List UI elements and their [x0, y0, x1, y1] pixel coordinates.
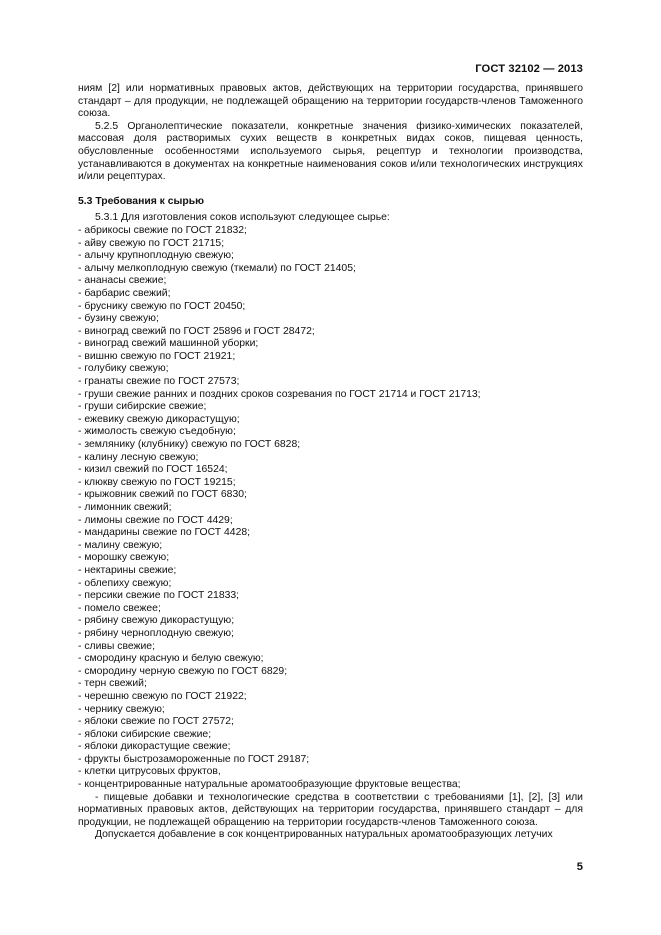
list-item: - жимолость свежую съедобную;: [78, 426, 236, 438]
list-item: - терн свежий;: [78, 678, 147, 690]
list-item: - клетки цитрусовых фруктов,: [78, 766, 221, 778]
list-item: - груши сибирские свежие;: [78, 401, 207, 413]
section-spacer: [78, 184, 583, 196]
page-number: 5: [576, 861, 583, 873]
list-item: - алычу мелкоплодную свежую (ткемали) по ГОСТ 21405;: [78, 262, 356, 274]
list-item: - облепиху свежую;: [78, 577, 172, 589]
list-item: - клюкву свежую по ГОСТ 19215;: [78, 476, 236, 488]
paragraph-5-2-5: 5.2.5 Органолептические показатели, конкретные значения физико-химических показателей, массовая доля растворимых сухих веществ в конкретных видах соков, пищевая ценность, обусловленные особенностями используемого сырья, рецептур и технологии производства, устанавливаются в документах на конкретные наименования соков и/или технологических инструкциях и/или рецептурах.: [78, 120, 583, 183]
list-item: - кизил свежий по ГОСТ 16524;: [78, 464, 228, 476]
list-item: - мандарины свежие по ГОСТ 4428;: [78, 527, 251, 539]
list-item: - голубику свежую;: [78, 363, 169, 375]
paragraph-permitted-addition: Допускается добавление в сок концентрированных натуральных ароматообразующих летучих: [95, 829, 553, 841]
list-item: - яблоки дикорастущие свежие;: [78, 741, 231, 753]
list-item: - калину лесную свежую;: [78, 451, 199, 463]
list-item: - чернику свежую;: [78, 703, 165, 715]
list-item: - смородину красную и белую свежую;: [78, 653, 264, 665]
list-item: - лимоны свежие по ГОСТ 4429;: [78, 514, 233, 526]
paragraph-5-3-1-intro: 5.3.1 Для изготовления соков используют следующее сырье:: [95, 212, 390, 224]
list-item: - гранаты свежие по ГОСТ 27573;: [78, 376, 240, 388]
list-item: - айву свежую по ГОСТ 21715;: [78, 237, 225, 249]
list-item: - фрукты быстрозамороженные по ГОСТ 29187;: [78, 753, 310, 765]
list-item: - концентрированные натуральные ароматообразующие фруктовые вещества;: [78, 779, 461, 791]
list-item: - малину свежую;: [78, 539, 163, 551]
list-item: - бруснику свежую по ГОСТ 20450;: [78, 300, 246, 312]
list-item: - алычу крупноплодную свежую;: [78, 250, 234, 262]
list-item: - черешню свежую по ГОСТ 21922;: [78, 690, 247, 702]
list-item: - виноград свежий машинной уборки;: [78, 338, 259, 350]
list-item: - ананасы свежие;: [78, 275, 167, 287]
document-body: [78, 83, 583, 842]
document-header-id: ГОСТ 32102 — 2013: [475, 63, 583, 75]
list-item: - нектарины свежие;: [78, 564, 177, 576]
list-item: - рябину черноплодную свежую;: [78, 627, 234, 639]
list-item: - сливы свежие;: [78, 640, 155, 652]
list-item: - персики свежие по ГОСТ 21833;: [78, 590, 240, 602]
list-item: - яблоки сибирские свежие;: [78, 728, 212, 740]
list-item: - рябину свежую дикорастущую;: [78, 615, 235, 627]
list-item: - помело свежее;: [78, 602, 161, 614]
list-item: - яблоки свежие по ГОСТ 27572;: [78, 716, 234, 728]
list-item: - крыжовник свежий по ГОСТ 6830;: [78, 489, 247, 501]
list-item: - абрикосы свежие по ГОСТ 21832;: [78, 224, 247, 236]
continuation-paragraph: ниям [2] или нормативных правовых актов, действующих на территории государства, принявшего стандарт – для продукции, не подлежащей обращению на территории государств-членов Таможенного союза.: [78, 83, 583, 120]
raw-materials-list: [78, 225, 583, 792]
list-item: - бузину свежую;: [78, 313, 159, 325]
list-item: - смородину черную свежую по ГОСТ 6829;: [78, 665, 288, 677]
list-item: - виноград свежий по ГОСТ 25896 и ГОСТ 28472;: [78, 325, 315, 337]
list-item: - груши свежие ранних и поздних сроков созревания по ГОСТ 21714 и ГОСТ 21713;: [78, 388, 481, 400]
list-item: - морошку свежую;: [78, 552, 170, 564]
list-item: - вишню свежую по ГОСТ 21921;: [78, 350, 236, 362]
list-item: - барбарис свежий;: [78, 287, 171, 299]
list-item: - ежевику свежую дикорастущую;: [78, 413, 240, 425]
list-item: - землянику (клубнику) свежую по ГОСТ 6828;: [78, 439, 301, 451]
section-title: 5.3 Требования к сырью: [78, 195, 205, 207]
paragraph-additives: - пищевые добавки и технологические средства в соответствии с требованиями [1], [2], [3] или нормативных правовых актов, действующих на территории государства, принявшего стандарт – для продукции, не подлежащей обращению на территории государств-членов Таможенного союза.: [78, 791, 583, 828]
list-item: - лимонник свежий;: [78, 502, 172, 513]
